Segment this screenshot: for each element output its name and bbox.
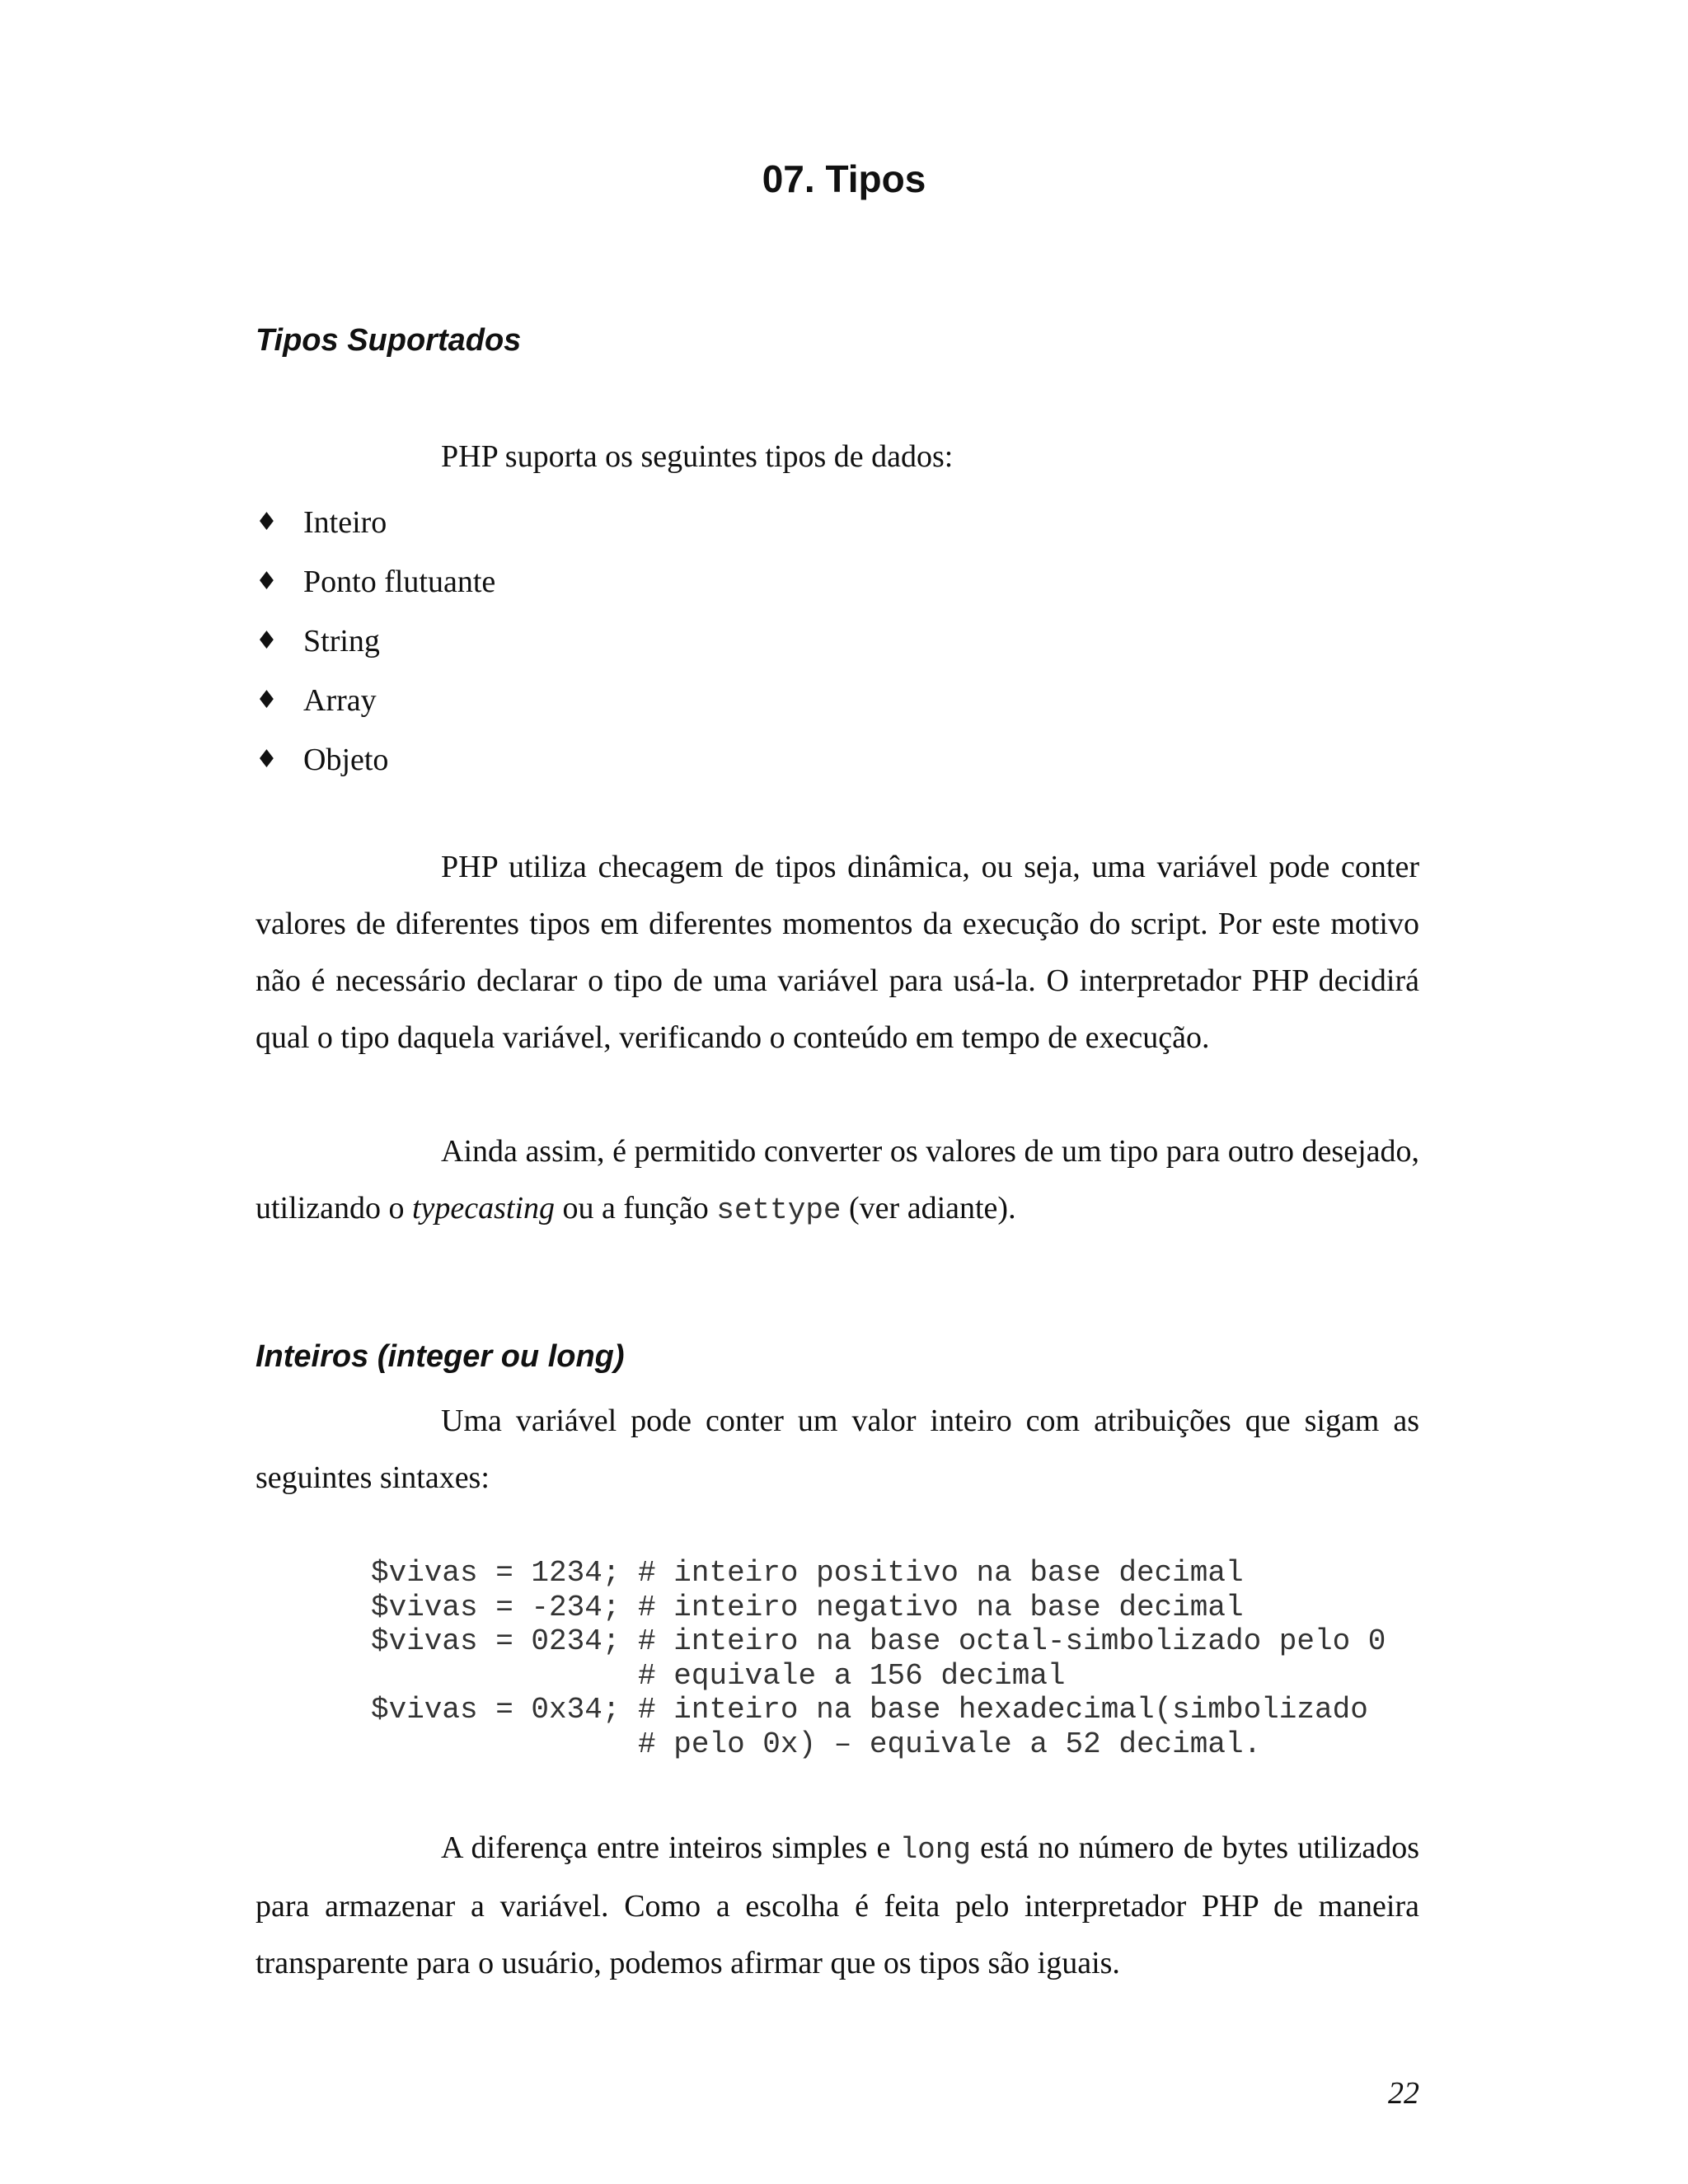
code-block: [371, 1556, 1386, 1761]
code-line: # pelo 0x) – equivale a 52 decimal.: [371, 1727, 1262, 1761]
typecasting-text-before: Ainda assim, é permitido converter os valores de um tipo para outro desejado, utilizando o: [256, 1134, 1419, 1226]
list-item: [256, 671, 495, 730]
list-item: [256, 552, 495, 612]
typecasting-text-middle: ou a função: [555, 1191, 717, 1226]
section-heading: Tipos Suportados: [256, 323, 522, 358]
list-item: [256, 612, 495, 671]
intro-text: PHP suporta os seguintes tipos de dados:: [441, 439, 954, 474]
long-code: long: [899, 1833, 971, 1867]
dynamic-typing-paragraph: [256, 839, 1419, 1066]
code-line: $vivas = 0234; # inteiro na base octal-simbolizado pelo 0: [371, 1624, 1386, 1658]
list-item: [256, 493, 495, 552]
long-paragraph: [256, 1820, 1419, 1992]
intro-paragraph: [256, 429, 1419, 485]
typecasting-text-after: (ver adiante).: [841, 1191, 1016, 1226]
list-item-label: String: [303, 624, 380, 658]
long-text-before: A diferença entre inteiros simples e: [441, 1830, 900, 1865]
diamond-bullet-icon: ♦: [256, 745, 278, 774]
diamond-bullet-icon: ♦: [256, 567, 278, 596]
list-item-label: Ponto flutuante: [303, 565, 496, 599]
settype-code: settype: [716, 1193, 842, 1227]
chapter-title: 07. Tipos: [762, 157, 926, 200]
dynamic-typing-text: PHP utiliza checagem de tipos dinâmica, ou seja, uma variável pode conter valores de diferentes tipos em diferentes momentos da execução do script. Por este motivo não é necessário declarar o tipo de uma variável para usá-la. O interpretador PHP decidirá qual o tipo daquela variável, verificando o conteúdo em tempo de execução.: [256, 850, 1419, 1055]
page-number: 22: [1388, 2076, 1419, 2111]
long-text-after: está no número de bytes utilizados para armazenar a variável. Como a escolha é feita pelo interpretador PHP de maneira transparente para o usuário, podemos afirmar que os tipos são iguais.: [256, 1830, 1419, 1980]
code-line: $vivas = 0x34; # inteiro na base hexadecimal(simbolizado: [371, 1693, 1368, 1727]
list-item-label: Array: [303, 683, 377, 718]
integer-text: Uma variável pode conter um valor inteiro com atribuições que sigam as seguintes sintaxes:: [256, 1404, 1419, 1495]
list-item-label: Objeto: [303, 743, 389, 777]
diamond-bullet-icon: ♦: [256, 686, 278, 715]
code-line: $vivas = 1234; # inteiro positivo na base decimal: [371, 1556, 1244, 1590]
typecasting-term: typecasting: [411, 1191, 556, 1226]
subsection-heading: Inteiros (integer ou long): [256, 1339, 625, 1374]
types-list: [256, 493, 495, 790]
code-line: # equivale a 156 decimal: [371, 1658, 1066, 1693]
list-item: [256, 730, 495, 790]
integer-paragraph: [256, 1393, 1419, 1507]
typecasting-paragraph: [256, 1123, 1419, 1239]
code-line: $vivas = -234; # inteiro negativo na base decimal: [371, 1590, 1244, 1624]
diamond-bullet-icon: ♦: [256, 508, 278, 537]
list-item-label: Inteiro: [303, 505, 387, 540]
diamond-bullet-icon: ♦: [256, 626, 278, 655]
